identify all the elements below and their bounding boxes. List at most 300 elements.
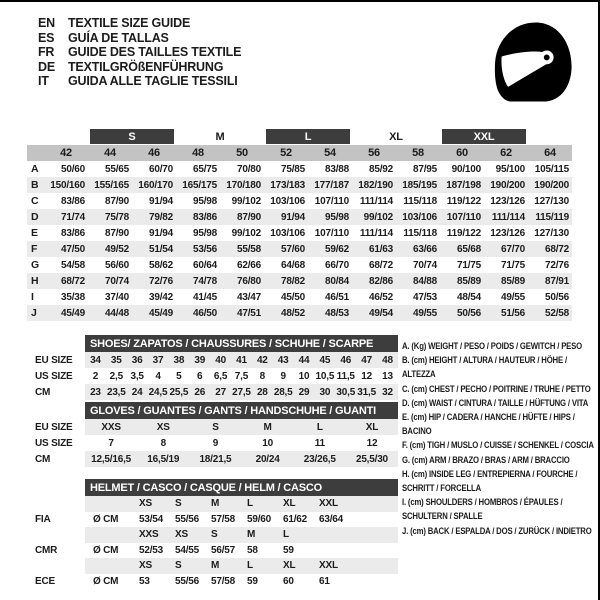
helmet-value-cell: 55/56 — [175, 575, 200, 587]
helmet-value-cell: 63/64 — [319, 513, 344, 525]
shoes-value-cell: 38 — [173, 354, 185, 366]
size-value-cell: 62/66 — [236, 259, 261, 271]
gloves-size-table — [35, 402, 398, 467]
legend-item: G. (cm) ARM / BRAZO / BRAS / ARM / BRACCIO — [402, 454, 570, 465]
size-value-cell: 103/106 — [270, 227, 305, 239]
size-value-cell: 60/70 — [148, 163, 173, 175]
gloves-value-cell: 12,5/16,5 — [91, 453, 132, 465]
size-value-cell: 70/74 — [412, 259, 437, 271]
gloves-value-cell: 8 — [160, 437, 166, 449]
shoes-value-cell: 28,5 — [273, 386, 293, 398]
row-letter: E — [31, 227, 38, 239]
language-title-row — [38, 45, 241, 60]
shoes-value-cell: 25,5 — [169, 386, 189, 398]
shoes-value-cell: 7,5 — [234, 370, 249, 382]
table-row — [27, 305, 572, 321]
shoes-value-cell: 10 — [298, 370, 310, 382]
shoes-value-cell: 42 — [256, 354, 268, 366]
size-value-cell: 190/200 — [490, 179, 525, 191]
row-letter: A — [31, 163, 39, 175]
shoes-value-cell: 44 — [298, 354, 310, 366]
size-value-cell: 87/95 — [412, 163, 437, 175]
gloves-value-cell: XL — [365, 421, 379, 433]
helmet-unit-label: Ø CM — [93, 544, 119, 556]
size-value-cell: 78/82 — [280, 275, 305, 287]
shoes-value-cell: 31,5 — [357, 386, 376, 398]
size-value-cell: 67/70 — [500, 243, 525, 255]
size-value-cell: 50/56 — [456, 307, 481, 319]
shoes-value-cell: 30 — [319, 386, 331, 398]
helmet-unit-label: Ø CM — [93, 513, 119, 525]
shoes-table-title: SHOES/ ZAPATOS / CHAUSSURES / SCHUHE / SCARPE — [85, 335, 398, 352]
helmet-size-header: L — [247, 498, 253, 510]
gloves-row — [85, 435, 398, 451]
language-code: ES — [38, 30, 55, 45]
size-column-header: 48 — [192, 147, 204, 159]
size-value-cell: 49/55 — [412, 307, 437, 319]
helmet-row-labels — [35, 479, 85, 589]
size-value-cell: 57/60 — [280, 243, 305, 255]
size-value-cell: 52/58 — [544, 307, 569, 319]
shoes-value-cell: 6,5 — [213, 370, 228, 382]
size-value-cell: 79/82 — [148, 211, 173, 223]
size-group-label: XXL — [442, 129, 526, 144]
row-letter: I — [31, 291, 34, 303]
helmet-value-cell: 56/57 — [211, 544, 236, 556]
language-code: DE — [38, 59, 55, 74]
size-value-cell: 95/98 — [324, 211, 349, 223]
helmet-size-header: XL — [283, 498, 296, 510]
shoes-value-cell: 23,5 — [106, 386, 126, 398]
table-row — [27, 177, 572, 193]
helmet-size-header: XXS — [139, 529, 159, 541]
size-value-cell: 60/64 — [192, 259, 217, 271]
size-value-cell: 127/130 — [534, 195, 569, 207]
gloves-value-cell: 11 — [314, 437, 325, 449]
shoes-value-cell: 36 — [131, 354, 143, 366]
helmet-size-header: XS — [139, 498, 152, 510]
size-column-header: 58 — [412, 147, 424, 159]
size-value-cell: 71/75 — [456, 259, 481, 271]
size-value-cell: 107/110 — [314, 195, 349, 207]
language-code: EN — [38, 16, 55, 30]
size-value-cell: 119/122 — [446, 195, 481, 207]
size-value-cell: 111/114 — [359, 195, 393, 207]
shoes-value-cell: 4 — [155, 370, 161, 382]
size-value-cell: 83/86 — [60, 195, 85, 207]
legend-item: B. (cm) HEIGHT / ALTURA / HAUTEUR / HÖHE / ALTEZZA — [402, 355, 567, 380]
size-value-cell: 71/74 — [60, 211, 85, 223]
size-value-cell: 90/100 — [451, 163, 481, 175]
size-value-cell: 44/48 — [104, 307, 129, 319]
size-value-cell: 75/85 — [280, 163, 305, 175]
gloves-value-cell: 16,5/19 — [147, 453, 180, 465]
helmet-value-cell: 55/56 — [175, 513, 200, 525]
helmet-value-cell: 59 — [247, 575, 258, 587]
shoes-value-cell: 24 — [131, 386, 143, 398]
size-value-cell: 45/49 — [148, 307, 173, 319]
shoes-value-cell: 41 — [236, 354, 247, 366]
gloves-value-cell: 9 — [212, 437, 219, 449]
size-value-cell: 85/89 — [456, 275, 481, 287]
size-value-cell: 80/84 — [324, 275, 349, 287]
shoes-value-cell: 27,5 — [232, 386, 251, 398]
helmet-size-row — [85, 496, 398, 512]
legend-item: J. (cm) BACK / ESPALDA / DOS / ZURÜCK / INDIETRO — [402, 525, 592, 536]
gloves-row-labels — [35, 402, 85, 467]
table-row — [27, 209, 572, 225]
size-column-header: 62 — [500, 147, 512, 159]
size-value-cell: 48/54 — [456, 291, 481, 303]
gloves-value-cell: 25,5/30 — [355, 453, 388, 465]
shoes-rows — [85, 352, 398, 400]
helmet-size-row — [85, 558, 398, 574]
gloves-value-cell: 12 — [366, 437, 378, 449]
legend-item: H. (cm) INSIDE LEG / ENTREPIERNA / FOURCHE / SCHRITT / FORCELLA — [402, 468, 578, 494]
size-value-cell: 182/190 — [358, 179, 393, 191]
helmet-value-cell: 52/53 — [139, 544, 164, 556]
size-value-cell: 63/66 — [412, 243, 437, 255]
size-value-cell: 51/56 — [500, 307, 525, 319]
gloves-value-cell: 23/26,5 — [303, 453, 336, 465]
size-value-cell: 82/86 — [368, 275, 393, 287]
size-value-cell: 49/52 — [104, 243, 129, 255]
shoes-value-cell: 2 — [92, 370, 99, 382]
legend-item: C. (cm) CHEST / PECHO / POITRINE / TRUHE / PETTO — [402, 383, 591, 394]
shoes-row-label: CM — [35, 386, 51, 398]
shoes-value-cell: 28 — [256, 386, 268, 398]
row-letter: H — [31, 275, 39, 287]
gloves-rows — [85, 419, 398, 467]
helmet-value-cell: 61 — [319, 575, 330, 587]
size-value-cell: 107/110 — [446, 211, 481, 223]
helmet-row-label: ECE — [35, 575, 55, 587]
gloves-value-cell: S — [212, 421, 219, 433]
size-value-cell: 72/76 — [544, 259, 569, 271]
table-row — [27, 225, 572, 241]
row-letter: F — [31, 243, 38, 255]
shoes-value-cell: 47 — [361, 354, 372, 366]
size-value-cell: 187/198 — [446, 179, 481, 191]
size-group-label: XL — [389, 130, 403, 143]
helmet-value-cell: 61/62 — [283, 513, 308, 525]
size-value-cell: 84/88 — [412, 275, 437, 287]
language-title-text: TEXTILE SIZE GUIDE — [68, 16, 191, 30]
size-value-cell: 45/50 — [280, 291, 305, 303]
language-title-row — [38, 31, 241, 46]
shoes-row — [85, 368, 398, 384]
shoes-value-cell: 10,5 — [315, 370, 335, 382]
size-value-cell: 53/56 — [192, 243, 217, 255]
language-code: IT — [38, 74, 49, 88]
shoes-value-cell: 37 — [152, 354, 164, 366]
size-value-cell: 68/72 — [368, 259, 393, 271]
size-value-cell: 99/102 — [231, 195, 261, 207]
textile-size-table — [27, 128, 572, 321]
size-column-header: 52 — [280, 147, 292, 159]
helmet-size-header: XXL — [319, 560, 338, 572]
helmet-size-header: XL — [283, 560, 296, 572]
size-group-label: S — [90, 129, 174, 144]
size-value-cell: 111/114 — [359, 227, 393, 239]
size-value-cell: 68/72 — [544, 243, 569, 255]
helmet-value-row — [85, 512, 398, 528]
shoes-row-label: US SIZE — [35, 370, 73, 382]
language-code: FR — [38, 45, 55, 59]
helmet-size-table — [35, 479, 398, 589]
measurement-legend — [402, 339, 598, 538]
gloves-value-cell: 18/21,5 — [199, 453, 232, 465]
size-value-cell: 48/52 — [280, 307, 305, 319]
shoes-value-cell: 27 — [215, 386, 226, 398]
size-value-cell: 47/51 — [236, 307, 261, 319]
helmet-row-label — [35, 558, 85, 574]
size-column-header: 54 — [324, 147, 336, 159]
size-value-cell: 87/90 — [104, 227, 129, 239]
size-value-cell: 173/183 — [270, 179, 305, 191]
helmet-value-row — [85, 574, 398, 590]
shoes-row — [85, 384, 398, 400]
size-column-header: 64 — [544, 147, 556, 159]
helmet-size-header: M — [211, 498, 220, 510]
size-value-cell: 83/86 — [192, 211, 217, 223]
numeric-size-header-row — [27, 145, 572, 161]
size-value-cell: 59/62 — [324, 243, 349, 255]
table-row — [27, 289, 572, 305]
size-value-cell: 64/68 — [280, 259, 305, 271]
shoes-value-cell: 35 — [110, 354, 122, 366]
size-value-cell: 70/74 — [104, 275, 129, 287]
shoes-value-cell: 6 — [197, 370, 203, 382]
size-value-cell: 123/126 — [490, 227, 525, 239]
language-title-row — [38, 16, 241, 31]
helmet-size-header: L — [283, 529, 289, 541]
size-group-label: M — [215, 130, 225, 143]
helmet-rows — [85, 496, 398, 589]
gloves-value-cell: 10 — [262, 437, 273, 449]
shoes-value-cell: 3,5 — [130, 370, 144, 382]
shoes-value-cell: 46 — [340, 354, 352, 366]
size-value-cell: 49/54 — [368, 307, 393, 319]
gloves-row-label: EU SIZE — [35, 421, 73, 433]
row-letter: B — [31, 179, 39, 191]
helmet-size-header: S — [211, 529, 218, 541]
size-value-cell: 155/165 — [94, 179, 129, 191]
gloves-table-title: GLOVES / GUANTES / GANTS / HANDSCHUHE / GUANTI — [85, 402, 398, 419]
helmet-size-header: S — [175, 498, 182, 510]
size-value-cell: 105/115 — [534, 163, 569, 175]
helmet-value-cell: 57/58 — [211, 513, 236, 525]
size-value-cell: 165/175 — [182, 179, 217, 191]
size-value-cell: 56/60 — [104, 259, 129, 271]
shoes-value-cell: 43 — [277, 354, 289, 366]
helmet-size-header: L — [247, 560, 253, 572]
shoes-value-cell: 12 — [361, 370, 372, 382]
shoes-row-labels — [35, 335, 85, 400]
size-value-cell: 185/195 — [402, 179, 437, 191]
size-value-cell: 103/106 — [402, 211, 437, 223]
shoes-value-cell: 29 — [298, 386, 310, 398]
size-column-header: 50 — [236, 147, 248, 159]
helmet-size-header: M — [211, 560, 220, 572]
shoes-size-table — [35, 335, 398, 400]
size-group-header-row — [27, 128, 572, 145]
size-value-cell: 83/86 — [60, 227, 85, 239]
size-value-cell: 99/102 — [231, 227, 261, 239]
size-value-cell: 74/78 — [192, 275, 217, 287]
size-group-label: L — [266, 129, 350, 144]
size-value-cell: 43/47 — [236, 291, 261, 303]
helmet-row-label — [35, 496, 85, 512]
shoes-value-cell: 13 — [382, 370, 393, 382]
size-value-cell: 58/62 — [148, 259, 173, 271]
row-letter: J — [31, 307, 37, 319]
size-value-cell: 95/98 — [192, 227, 217, 239]
size-value-cell: 85/89 — [500, 275, 525, 287]
size-value-cell: 177/187 — [314, 179, 349, 191]
size-value-cell: 68/72 — [60, 275, 85, 287]
helmet-value-cell: 58 — [247, 544, 258, 556]
size-value-cell: 115/119 — [535, 211, 569, 223]
helmet-size-row — [85, 527, 398, 543]
size-value-cell: 85/92 — [368, 163, 393, 175]
table-row — [27, 161, 572, 177]
size-value-cell: 39/42 — [148, 291, 173, 303]
table-row — [27, 193, 572, 209]
size-value-cell: 75/78 — [104, 211, 129, 223]
table-row — [27, 241, 572, 257]
helmet-size-header: XS — [139, 560, 152, 572]
helmet-value-cell: 60 — [283, 575, 294, 587]
size-column-header: 46 — [148, 147, 160, 159]
language-title-list — [38, 16, 241, 89]
size-value-cell: 91/94 — [148, 195, 173, 207]
shoes-value-cell: 5 — [176, 370, 182, 382]
size-value-cell: 66/70 — [324, 259, 349, 271]
size-value-cell: 54/58 — [60, 259, 85, 271]
size-value-cell: 37/40 — [104, 291, 129, 303]
language-title-row — [38, 60, 241, 75]
size-value-cell: 76/80 — [236, 275, 261, 287]
size-column-header: 60 — [456, 147, 468, 159]
shoes-value-cell: 40 — [215, 354, 226, 366]
size-value-cell: 50/60 — [60, 163, 85, 175]
size-value-cell: 115/118 — [403, 195, 437, 207]
legend-item: I. (cm) SHOULDERS / HOMBROS / ÉPAULES / SCHULTERN / SPALLE — [402, 497, 563, 522]
gloves-value-cell: 20/24 — [255, 453, 280, 465]
shoes-value-cell: 8 — [259, 370, 265, 382]
size-value-cell: 49/55 — [500, 291, 525, 303]
size-value-cell: 83/88 — [324, 163, 349, 175]
shoes-value-cell: 2,5 — [109, 370, 123, 382]
table-row — [27, 273, 572, 289]
size-value-cell: 48/53 — [324, 307, 349, 319]
language-title-text: GUÍA DE TALLAS — [68, 30, 169, 45]
shoes-value-cell: 48 — [382, 354, 393, 366]
legend-item: D. (cm) WAIST / CINTURA / TAILLE / HÜFTUNG / VITA — [402, 397, 589, 408]
helmet-value-cell: 59/60 — [247, 513, 272, 525]
helmet-value-cell: 53 — [139, 575, 150, 587]
shoes-value-cell: 39 — [194, 354, 206, 366]
helmet-table-title: HELMET / CASCO / CASQUE / HELM / CASCO — [85, 479, 398, 496]
size-value-cell: 190/200 — [534, 179, 569, 191]
size-value-cell: 51/54 — [148, 243, 173, 255]
shoes-row — [85, 352, 398, 368]
row-letter: G — [31, 259, 39, 271]
gloves-value-cell: XS — [156, 421, 170, 433]
helmet-size-header: S — [175, 560, 182, 572]
language-title-text: TEXTILGRÖßENFÜHRUNG — [68, 59, 224, 74]
helmet-size-header: XS — [175, 529, 188, 541]
size-value-cell: 41/45 — [192, 291, 217, 303]
textile-size-rows — [27, 161, 572, 321]
size-value-cell: 46/52 — [368, 291, 393, 303]
gloves-value-cell: 7 — [108, 437, 114, 449]
gloves-row — [85, 451, 398, 467]
size-value-cell: 91/94 — [148, 227, 173, 239]
size-value-cell: 47/53 — [412, 291, 437, 303]
size-value-cell: 71/75 — [500, 259, 525, 271]
helmet-size-header: XXL — [319, 498, 338, 510]
size-value-cell: 91/94 — [280, 211, 305, 223]
size-value-cell: 170/180 — [226, 179, 261, 191]
legend-item: A. (Kg) WEIGHT / PESO / POIDS / GEWITCH / PESO — [402, 341, 583, 351]
size-value-cell: 123/126 — [490, 195, 525, 207]
gloves-row — [85, 419, 398, 435]
gloves-value-cell: M — [263, 421, 272, 433]
size-value-cell: 46/51 — [324, 291, 349, 303]
helmet-row-label: FIA — [35, 513, 51, 525]
language-title-text: GUIDA ALLE TAGLIE TESSILI — [68, 74, 238, 88]
helmet-size-header: M — [247, 529, 256, 541]
size-value-cell: 103/106 — [270, 195, 305, 207]
row-letter: D — [31, 211, 39, 223]
shoes-value-cell: 23 — [90, 386, 101, 398]
shoes-row-label: EU SIZE — [35, 354, 73, 366]
shoes-value-cell: 30,5 — [336, 386, 356, 398]
size-value-cell: 61/63 — [368, 243, 393, 255]
gloves-value-cell: L — [316, 421, 323, 433]
gloves-row-label: CM — [35, 453, 51, 465]
size-value-cell: 127/130 — [534, 227, 569, 239]
size-value-cell: 55/58 — [236, 243, 261, 255]
size-column-header: 42 — [60, 147, 72, 159]
size-value-cell: 65/68 — [456, 243, 481, 255]
language-title-text: GUIDE DES TAILLES TEXTILE — [68, 45, 242, 59]
table-row — [27, 257, 572, 273]
shoes-value-cell: 32 — [382, 386, 393, 398]
shoes-value-cell: 45 — [319, 354, 331, 366]
size-value-cell: 95/98 — [192, 195, 217, 207]
size-value-cell: 46/50 — [192, 307, 217, 319]
helmet-value-row — [85, 543, 398, 559]
helmet-value-cell: 53/54 — [139, 513, 164, 525]
size-value-cell: 50/56 — [544, 291, 569, 303]
size-value-cell: 150/160 — [50, 179, 85, 191]
shoes-value-cell: 26 — [194, 386, 206, 398]
row-letter: C — [31, 195, 39, 207]
size-value-cell: 72/76 — [148, 275, 173, 287]
size-value-cell: 115/118 — [403, 227, 437, 239]
size-value-cell: 87/90 — [104, 195, 129, 207]
size-column-header: 44 — [104, 147, 116, 159]
gloves-value-cell: XXS — [101, 421, 121, 433]
size-value-cell: 95/100 — [495, 163, 525, 175]
size-value-cell: 35/38 — [60, 291, 85, 303]
size-value-cell: 119/122 — [446, 227, 481, 239]
shoes-value-cell: 11,5 — [336, 370, 355, 382]
helmet-row-label: CMR — [35, 544, 58, 556]
